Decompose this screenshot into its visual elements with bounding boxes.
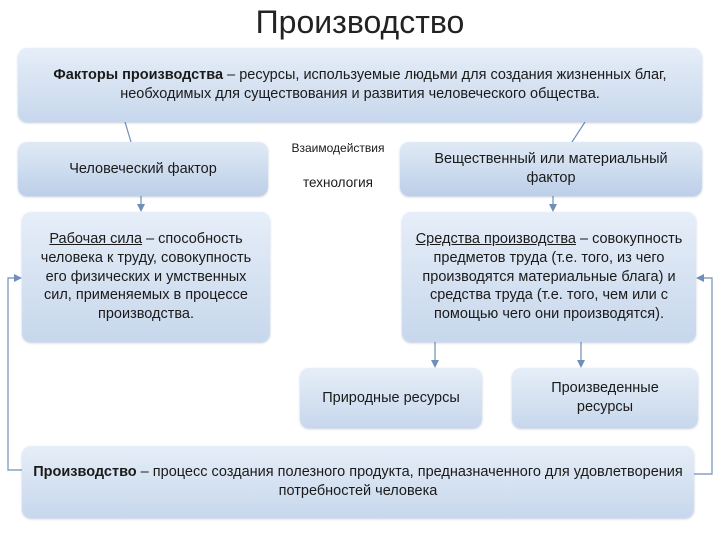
connector-factors-human (125, 122, 131, 142)
production-definition: – процесс создания полезного продукта, предназначенного для удовлетворения потребностей человека (136, 464, 683, 499)
labor-term: Рабочая сила (49, 230, 143, 247)
production-definition-box (22, 446, 694, 518)
material-factor-box (400, 142, 702, 196)
factors-definition: – ресурсы, используемые людьми для создания жизненных благ, необходимых для существования и развития человеческого общества. (120, 67, 667, 102)
interaction-label: Взаимодействия (291, 141, 385, 155)
produced-resources-box (512, 368, 698, 428)
factors-term: Факторы производства (53, 67, 224, 84)
human-factor-label: Человеческий фактор (69, 160, 217, 177)
arrowhead-loop-means (696, 274, 704, 282)
arrowhead-natural (431, 360, 439, 368)
production-term: Производство (33, 464, 137, 481)
natural-resources-label: Природные ресурсы (322, 389, 460, 406)
human-factor-box (18, 142, 268, 196)
arrowhead-loop-labor (14, 274, 22, 282)
means-term: Средства производства (415, 230, 576, 247)
labor-definition: – способность человека к труду, совокупность его физических и умственных сил, применяемых в процессе производства. (40, 230, 252, 323)
labor-force-box (22, 212, 270, 342)
natural-resources-box (300, 368, 482, 428)
factors-of-production-box (18, 48, 702, 122)
arrowhead-labor (137, 204, 145, 212)
material-factor-label: Вещественный или материальный фактор (434, 151, 668, 186)
connector-factors-material (572, 122, 585, 142)
means-of-production-box (402, 212, 696, 342)
produced-resources-label: Произведенные ресурсы (551, 380, 659, 415)
page-title: Производство (255, 4, 465, 40)
arrowhead-means (549, 204, 557, 212)
means-definition: – совокупность предметов труда (т.е. того, из чего производятся материальные блага) и средства труда (т.е. того, чем или с помощью чего они производятся). (422, 230, 683, 323)
arrowhead-produced (577, 360, 585, 368)
technology-label: технология (303, 175, 373, 190)
